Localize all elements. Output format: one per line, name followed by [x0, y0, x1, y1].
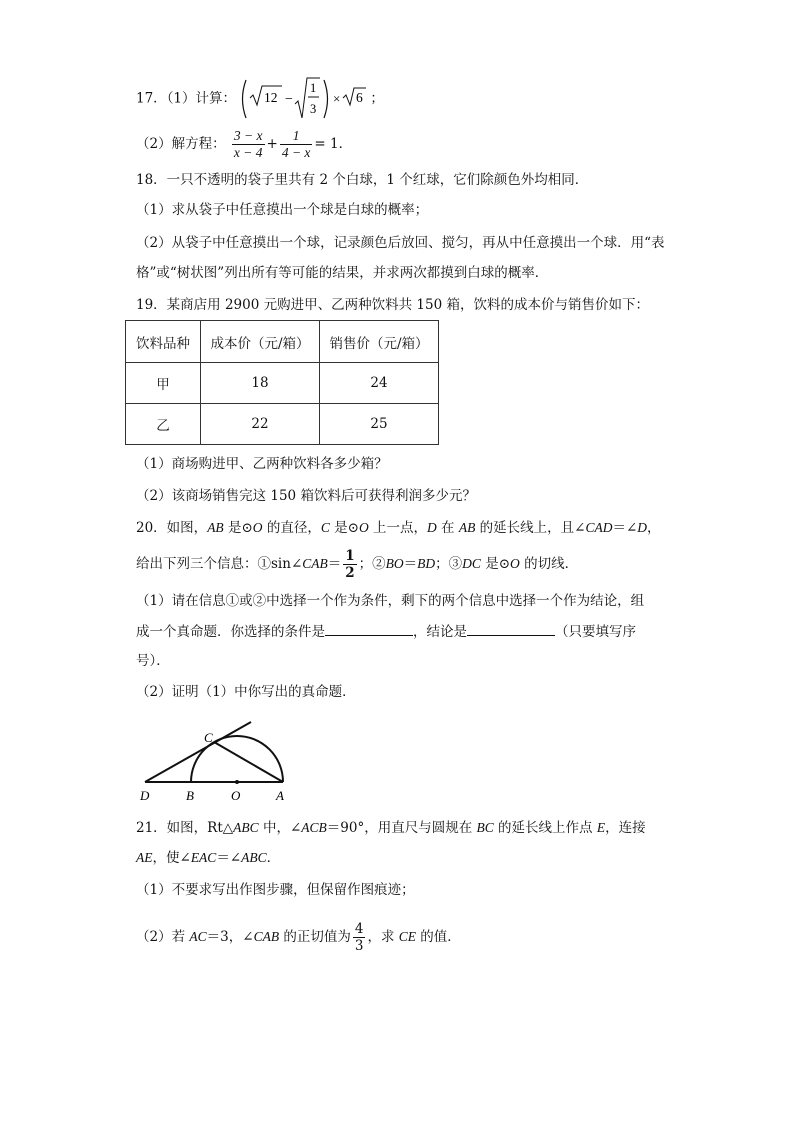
q21-var: AE [136, 850, 153, 865]
q20-var: BD [417, 556, 436, 571]
q20-var: DC [462, 556, 481, 571]
q20-frac-num: 1 [345, 548, 355, 564]
q21-var: CE [398, 929, 417, 944]
q19-stem: 19．某商店用 2900 元购进甲、乙两种饮料共 150 箱，饮料的成本价与销售价如下： [136, 297, 649, 313]
q21-text: ＝90°，用直尺与圆规在 [326, 820, 477, 836]
q17-eq-frac2-num: 1 [280, 128, 313, 145]
q18-part2-line1: （2）从袋子中任意摸出一个球，记录颜色后放回、搅匀，再从中任意摸出一个球．用“表 [136, 235, 665, 251]
label-O: O [231, 788, 241, 803]
q21-text: ＝3，∠ [206, 929, 254, 945]
table-row [126, 363, 439, 404]
q17-frac-den: 3 [310, 102, 317, 116]
q21-frac-den: 3 [354, 938, 364, 954]
q17-part1-end: ； [370, 90, 384, 107]
q19-part2: （2）该商场销售完这 150 箱饮料后可获得利润多少元？ [136, 488, 476, 504]
q20-part1-line2 [136, 621, 636, 642]
q18-part2-line2: 格”或“树状图”列出所有等可能的结果，并求两次都摸到白球的概率． [136, 265, 549, 281]
line-CA [214, 742, 283, 782]
q20-text: 是⊙ [329, 520, 359, 536]
q17-eq-fraction-2 [280, 128, 313, 161]
q21-text: ，求 [367, 929, 399, 945]
q19-part1: （1）商场购进甲、乙两种饮料各多少箱？ [136, 456, 388, 472]
q20-var: BO [385, 556, 404, 571]
table-cell: 25 [320, 404, 439, 445]
q21-text: ，使∠ [152, 850, 191, 866]
q21-var: E [596, 820, 606, 835]
q20-text: ＝ [327, 556, 342, 572]
center-point-O [235, 780, 239, 784]
q17-eq-plus: + [266, 136, 278, 152]
q17-minus-sign: − [285, 92, 294, 107]
q20-text: ；② [358, 556, 386, 572]
q20-text: 上一点， [368, 520, 428, 536]
q20-var: D [637, 520, 648, 535]
q21-tan-fraction [353, 921, 366, 954]
q20-line2 [136, 546, 578, 582]
q20-text: （只要填写序 [555, 624, 636, 640]
table-cell: 22 [201, 404, 320, 445]
label-A: A [276, 788, 284, 803]
q20-text: 的切线． [519, 556, 579, 572]
q21-line1 [136, 818, 646, 838]
q21-text: ，连接 [605, 820, 646, 836]
q17-times-sign: × [333, 91, 341, 106]
q17-eq-frac2-den: 4 − x [281, 145, 311, 160]
q17-part2-label: （2）解方程： [136, 136, 226, 152]
q17-part2 [136, 125, 352, 163]
q17-number: 17． [136, 90, 167, 107]
q20-text: 成一个真命题．你选择的条件是 [136, 624, 325, 640]
q20-var: O [252, 520, 263, 535]
q20-text: 的直径， [262, 520, 321, 536]
q20-line1 [136, 518, 661, 538]
q20-var: AB [207, 520, 224, 535]
price-table [125, 320, 439, 445]
q21-frac-num: 4 [354, 921, 364, 937]
label-C: C [204, 730, 213, 745]
q20-part2: （2）证明（1）中你写出的真命题． [136, 684, 356, 700]
q21-part1: （1）不要求写出作图步骤，但保留作图痕迹； [136, 882, 415, 898]
table-header-cell: 饮料品种 [126, 321, 201, 363]
q21-text: 的延长线上作点 [493, 820, 597, 836]
q17-expression [240, 76, 370, 122]
q20-part1-line3: 号）． [136, 653, 170, 669]
q20-text: ；③ [435, 556, 463, 572]
q20-frac-den: 2 [345, 565, 355, 581]
q20-text: 的延长线上，且∠ [475, 520, 586, 536]
line-DC-extended [145, 722, 251, 782]
q17-part1 [136, 76, 384, 116]
q17-part1-label: （1）计算： [166, 90, 237, 107]
q21-var: BC [476, 820, 494, 835]
q20-text: ， [647, 520, 661, 536]
q17-eq-frac1-den: x − 4 [233, 145, 263, 160]
q17-frac-num: 1 [310, 81, 317, 95]
q21-var: ABC [241, 850, 267, 865]
label-D: D [140, 788, 150, 803]
q21-text: 的正切值为 [279, 929, 351, 945]
table-header-cell: 销售价（元/箱） [320, 321, 439, 363]
q18-part1: （1）求从袋子中任意摸出一个球是白球的概率； [136, 202, 429, 218]
label-B: B [186, 788, 194, 803]
q20-text: ＝∠ [612, 520, 638, 536]
q20-figure [136, 714, 296, 806]
q21-text: ＝∠ [216, 850, 242, 866]
q20-var: AB [458, 520, 476, 535]
q21-var: AC [189, 929, 207, 944]
table-row [126, 404, 439, 445]
q20-text: 在 [436, 520, 459, 536]
q20-text: 给出下列三个信息：①sin∠ [136, 556, 303, 572]
q20-text: 20．如图， [136, 520, 208, 536]
q21-var: EAC [190, 850, 217, 865]
q21-text: （2）若 [136, 929, 190, 945]
table-cell: 甲 [126, 363, 201, 404]
q20-text: 是⊙ [223, 520, 253, 536]
q20-text: ，结论是 [413, 624, 467, 640]
q17-eq-frac1-num: 3 − x [233, 128, 263, 143]
q21-text: 中，∠ [258, 820, 302, 836]
condition-blank[interactable] [325, 621, 413, 636]
q21-var: CAB [253, 929, 280, 944]
q20-var: O [510, 556, 520, 571]
table-cell: 乙 [126, 404, 201, 445]
table-header-cell: 成本价（元/箱） [201, 321, 320, 363]
q20-sin-fraction [343, 548, 356, 581]
q17-eq-fraction-1 [232, 128, 265, 161]
q17-eq-rhs: = 1． [314, 136, 353, 152]
q21-var: ACB [301, 820, 327, 835]
q21-text: ． [266, 850, 281, 866]
q17-sqrt12-text: 12 [264, 90, 278, 105]
q20-text: ＝ [403, 556, 418, 572]
conclusion-blank[interactable] [467, 621, 555, 636]
q21-line2 [136, 848, 280, 868]
price-table-header-row [126, 321, 439, 363]
q21-text: 21．如图，Rt△ [136, 820, 234, 836]
table-cell: 18 [201, 363, 320, 404]
q21-var: ABC [233, 820, 259, 835]
q17-sqrt6-text: 6 [356, 90, 364, 105]
q18-stem: 18．一只不透明的袋子里共有 2 个白球，1 个红球，它们除颜色外均相同． [136, 172, 589, 188]
q21-text: 的值． [416, 929, 461, 945]
table-cell: 24 [320, 363, 439, 404]
q20-var: CAB [302, 556, 328, 571]
q20-text: 是⊙ [480, 556, 511, 572]
q20-var: D [427, 520, 437, 535]
q17-expression-svg [240, 76, 370, 122]
q20-var: C [320, 520, 330, 535]
q20-var: CAD [585, 520, 613, 535]
q20-var: O [358, 520, 369, 535]
q21-part2 [136, 918, 461, 956]
q20-part1-line1: （1）请在信息①或②中选择一个作为条件，剩下的两个信息中选择一个作为结论，组 [136, 593, 645, 609]
